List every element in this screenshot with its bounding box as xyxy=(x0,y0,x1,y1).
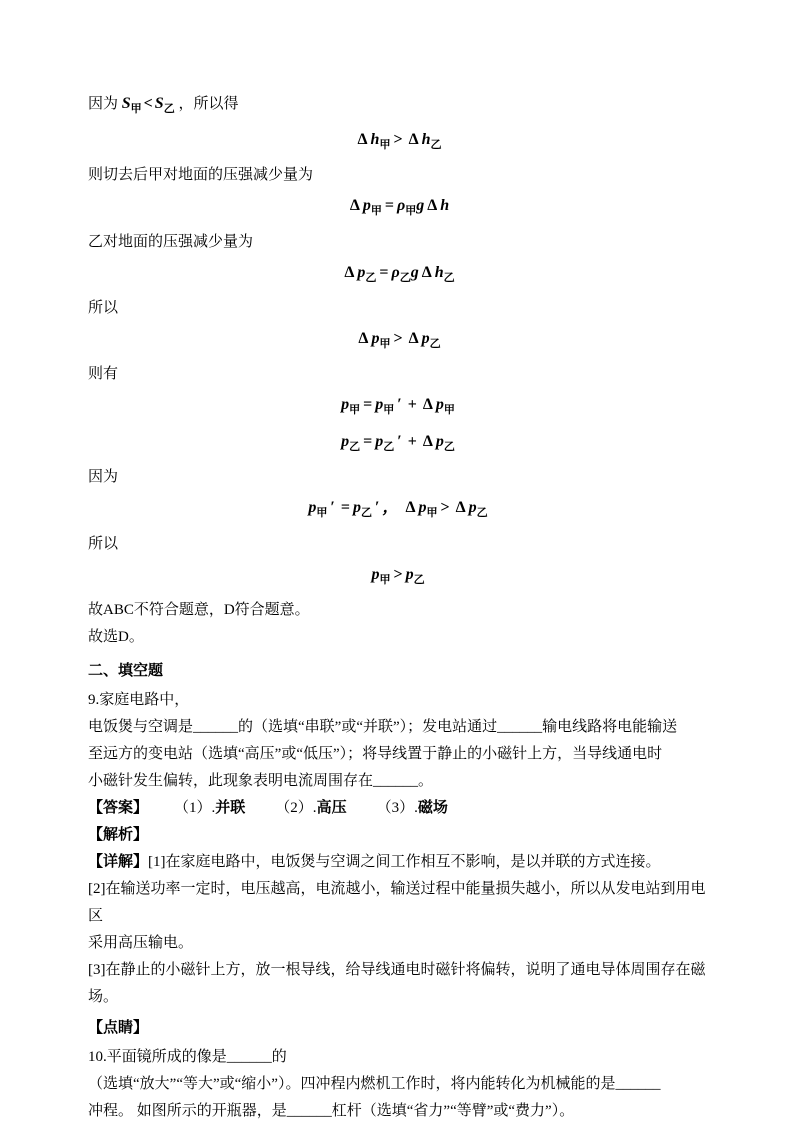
question-9-number: 9.家庭电路中， xyxy=(88,691,190,708)
text-thus-1: 则有 xyxy=(88,365,119,382)
question-9-detail-line-2: [2]在输送功率一定时，电压越高，电流越小，输送过程中能量损失越小，所以从发电站到用电区 xyxy=(88,880,706,924)
answer-index-2: （2）. xyxy=(275,799,317,816)
answer-label: 【答案】 xyxy=(88,799,149,816)
text-therefore-1: 所以 xyxy=(88,299,119,316)
section-heading-fill-blank: 二、填空题 xyxy=(88,662,164,679)
answer-index-3: （3）. xyxy=(376,799,418,816)
question-9 xyxy=(88,687,708,1042)
question-9-analysis-label: 【解析】 xyxy=(88,826,149,843)
equation-delta-h: Δ $h_甲 > \Delta$ $h_乙$ xyxy=(357,131,442,152)
text-jia-pressure-decrease: 则切去后甲对地面的压强减少量为 xyxy=(88,167,314,184)
document-content xyxy=(88,90,708,1125)
reason-line-1: 因为 $S_甲 < S_乙$ ，所以得 xyxy=(88,95,239,116)
inline-equation-s-compare: $S_甲 < S_乙$ xyxy=(121,95,175,116)
detail-label: 【详解】 xyxy=(88,853,149,870)
text-conclusion-abc: 故ABC不符合题意，D符合题意。 xyxy=(88,601,310,618)
text-because-2: 因为 xyxy=(88,469,119,486)
equation-delta-p-compare: Δ $p_甲 > \Delta$ $p_乙$ xyxy=(358,329,441,350)
text-therefore-2: 所以 xyxy=(88,535,119,552)
question-9-detail-line-4: [3]在静止的小磁针上方，放一根导线，给导线通电时磁针将偏转，说明了通电导体周围存在磁场。 xyxy=(88,961,706,1005)
answer-index-1: （1）. xyxy=(174,799,216,816)
question-9-highlight-label: 【点睛】 xyxy=(88,1019,149,1036)
answer-value-1: 并联 xyxy=(215,799,246,816)
detail-line-1: [1]在家庭电路中，电饭煲与空调之间工作相互不影响，是以并联的方式连接。 xyxy=(148,853,661,870)
question-9-detail-line-3: 采用高压输电。 xyxy=(88,934,194,951)
equation-delta-p-jia: Δ $p_甲 = \rho_甲g$ Δ h xyxy=(349,197,450,218)
question-9-body-line-3: 小磁针发生偏转，此现象表明电流周围存在______。 xyxy=(88,772,434,789)
equation-p-final-compare: $p_甲 > p_乙$ xyxy=(371,565,425,586)
question-10-body-line-2: 冲程。 如图所示的开瓶器，是______杠杆（选填“省力”“等臂”或“费力”）。 xyxy=(88,1102,575,1119)
question-9-detail-row xyxy=(88,849,708,876)
question-9-body-line-1: 电饭煲与空调是______的（选填“串联”或“并联”）；发电站通过______输电线路将电能输送 xyxy=(88,718,678,735)
question-9-body-line-2: 至远方的变电站（选填“高压”或“低压”）；将导线置于静止的小磁针上方，当导线通电时 xyxy=(88,745,663,762)
answer-value-3: 磁场 xyxy=(417,799,448,816)
question-10-number: 10.平面镜所成的像是______的 xyxy=(88,1048,287,1065)
answer-value-2: 高压 xyxy=(316,799,347,816)
equation-p-yi: $p_乙 = p_乙$ ′ + Δ $p_乙$ xyxy=(341,433,455,454)
equation-p-jia: $p_甲 = p_甲$ ′ + Δ $p_甲$ xyxy=(341,395,455,417)
equation-p-prime-equal: $p_甲$ ′ = $p_乙$ ′ ， Δ $p_甲 > \Delta$ $p_乙$ xyxy=(308,499,488,520)
text-yi-pressure-decrease: 乙对地面的压强减少量为 xyxy=(88,233,254,250)
equation-delta-p-yi: Δ $p_乙 = \rho_乙g$ Δ $h_乙$ xyxy=(344,263,455,284)
text-answer-choice: 故选D。 xyxy=(88,628,144,645)
question-10-body-line-1: （选填“放大”“等大”或“缩小”）。四冲程内燃机工作时，将内能转化为机械能的是______ xyxy=(88,1075,661,1092)
question-10 xyxy=(88,1044,708,1125)
question-9-answer-row xyxy=(88,795,708,822)
